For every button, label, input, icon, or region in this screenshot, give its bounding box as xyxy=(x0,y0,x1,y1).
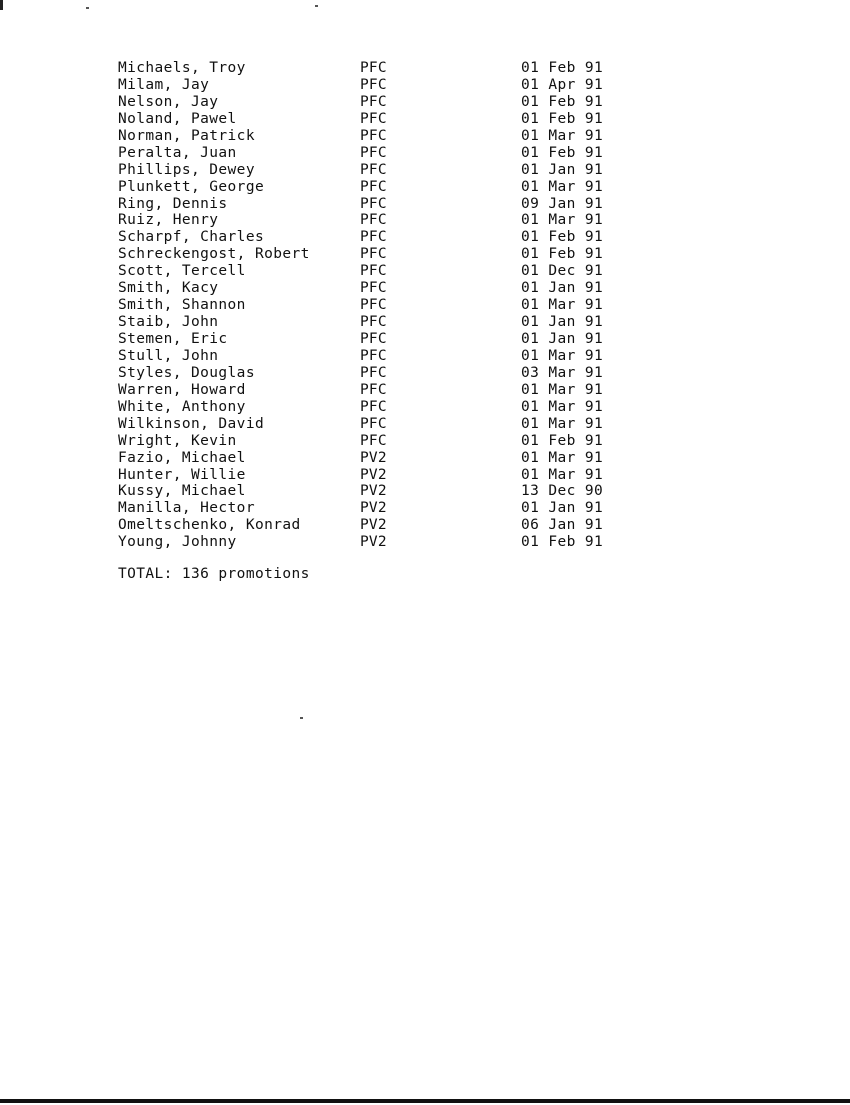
roster-row xyxy=(118,450,638,467)
grade: PFC xyxy=(360,263,387,280)
roster-row xyxy=(118,77,638,94)
roster-row xyxy=(118,416,638,433)
roster-row xyxy=(118,348,638,365)
roster-row xyxy=(118,212,638,229)
grade: PFC xyxy=(360,161,387,178)
grade: PFC xyxy=(360,347,387,364)
soldier-name: White, Anthony xyxy=(118,398,246,415)
grade: PFC xyxy=(360,178,387,195)
page-edge-mark xyxy=(0,0,3,10)
grade: PFC xyxy=(360,93,387,110)
roster-row xyxy=(118,162,638,179)
roster-row xyxy=(118,433,638,450)
grade: PFC xyxy=(360,432,387,449)
soldier-name: Wilkinson, David xyxy=(118,415,265,432)
soldier-name: Styles, Douglas xyxy=(118,364,255,381)
grade: PFC xyxy=(360,60,387,76)
soldier-name: Plunkett, George xyxy=(118,178,265,195)
promotion-date: 01 Feb 91 xyxy=(521,60,604,76)
grade: PFC xyxy=(360,246,387,263)
grade: PFC xyxy=(360,110,387,127)
promotion-date: 01 Feb 91 xyxy=(521,144,604,161)
promotion-date: 01 Feb 91 xyxy=(521,432,604,449)
promotion-date: 01 Mar 91 xyxy=(521,398,604,415)
roster-row xyxy=(118,229,638,246)
grade: PFC xyxy=(360,297,387,314)
grade: PFC xyxy=(360,195,387,212)
promotion-date: 01 Mar 91 xyxy=(521,347,604,364)
grade: PV2 xyxy=(360,466,387,483)
promotion-date: 01 Mar 91 xyxy=(521,415,604,432)
roster-row xyxy=(118,365,638,382)
roster-row xyxy=(118,331,638,348)
roster-row xyxy=(118,263,638,280)
grade: PFC xyxy=(360,280,387,297)
roster-row xyxy=(118,94,638,111)
grade: PFC xyxy=(360,331,387,347)
soldier-name: Scott, Tercell xyxy=(118,263,246,280)
grade: PV2 xyxy=(360,449,387,466)
grade: PFC xyxy=(360,76,387,93)
roster-row xyxy=(118,196,638,213)
soldier-name: Stemen, Eric xyxy=(118,331,228,347)
promotion-date: 06 Jan 91 xyxy=(521,517,604,534)
soldier-name: Manilla, Hector xyxy=(118,500,255,517)
grade: PFC xyxy=(360,212,387,229)
soldier-name: Michaels, Troy xyxy=(118,60,246,76)
roster-row xyxy=(118,483,638,500)
scan-speck xyxy=(300,717,303,719)
grade: PFC xyxy=(360,381,387,398)
roster-row xyxy=(118,382,638,399)
promotion-date: 01 Mar 91 xyxy=(521,381,604,398)
soldier-name: Scharpf, Charles xyxy=(118,229,265,246)
soldier-name: Ring, Dennis xyxy=(118,195,228,212)
grade: PFC xyxy=(360,229,387,246)
roster-row xyxy=(118,111,638,128)
roster-row xyxy=(118,314,638,331)
grade: PFC xyxy=(360,144,387,161)
promotion-date: 01 Feb 91 xyxy=(521,93,604,110)
roster-row xyxy=(118,500,638,517)
grade: PFC xyxy=(360,127,387,144)
soldier-name: Staib, John xyxy=(118,314,219,331)
promotion-date: 01 Mar 91 xyxy=(521,449,604,466)
grade: PFC xyxy=(360,398,387,415)
soldier-name: Young, Johnny xyxy=(118,534,237,551)
soldier-name: Norman, Patrick xyxy=(118,127,255,144)
promotion-date: 01 Jan 91 xyxy=(521,314,604,331)
soldier-name: Nelson, Jay xyxy=(118,93,219,110)
grade: PV2 xyxy=(360,483,387,500)
grade: PFC xyxy=(360,364,387,381)
promotion-date: 09 Jan 91 xyxy=(521,195,604,212)
promotion-roster xyxy=(118,60,638,551)
roster-row xyxy=(118,399,638,416)
promotion-date: 01 Mar 91 xyxy=(521,297,604,314)
soldier-name: Smith, Kacy xyxy=(118,280,219,297)
promotion-date: 01 Jan 91 xyxy=(521,500,604,517)
soldier-name: Schreckengost, Robert xyxy=(118,246,310,263)
soldier-name: Hunter, Willie xyxy=(118,466,246,483)
promotion-date: 01 Feb 91 xyxy=(521,534,604,551)
roster-row xyxy=(118,128,638,145)
soldier-name: Noland, Pawel xyxy=(118,110,237,127)
promotion-date: 01 Jan 91 xyxy=(521,331,604,347)
roster-row xyxy=(118,534,638,551)
roster-row xyxy=(118,60,638,77)
soldier-name: Stull, John xyxy=(118,347,219,364)
soldier-name: Phillips, Dewey xyxy=(118,161,255,178)
grade: PV2 xyxy=(360,517,387,534)
roster-row xyxy=(118,297,638,314)
soldier-name: Omeltschenko, Konrad xyxy=(118,517,301,534)
roster-row xyxy=(118,246,638,263)
bottom-rule xyxy=(0,1099,850,1103)
promotion-date: 01 Mar 91 xyxy=(521,466,604,483)
grade: PV2 xyxy=(360,500,387,517)
grade: PFC xyxy=(360,314,387,331)
roster-row xyxy=(118,517,638,534)
promotion-date: 01 Mar 91 xyxy=(521,178,604,195)
promotion-date: 01 Feb 91 xyxy=(521,229,604,246)
promotion-date: 01 Mar 91 xyxy=(521,212,604,229)
soldier-name: Smith, Shannon xyxy=(118,297,246,314)
promotion-date: 01 Apr 91 xyxy=(521,76,604,93)
soldier-name: Fazio, Michael xyxy=(118,449,246,466)
promotions-total: TOTAL: 136 promotions xyxy=(118,566,310,582)
promotion-date: 01 Mar 91 xyxy=(521,127,604,144)
scan-speck xyxy=(86,7,89,9)
promotion-date: 01 Feb 91 xyxy=(521,246,604,263)
grade: PFC xyxy=(360,415,387,432)
soldier-name: Milam, Jay xyxy=(118,76,210,93)
roster-row xyxy=(118,179,638,196)
soldier-name: Ruiz, Henry xyxy=(118,212,219,229)
promotion-date: 01 Jan 91 xyxy=(521,161,604,178)
grade: PV2 xyxy=(360,534,387,551)
roster-row xyxy=(118,280,638,297)
soldier-name: Peralta, Juan xyxy=(118,144,237,161)
promotion-date: 01 Feb 91 xyxy=(521,110,604,127)
promotion-date: 03 Mar 91 xyxy=(521,364,604,381)
soldier-name: Kussy, Michael xyxy=(118,483,246,500)
soldier-name: Warren, Howard xyxy=(118,381,246,398)
soldier-name: Wright, Kevin xyxy=(118,432,237,449)
scan-speck xyxy=(315,5,318,7)
promotion-date: 01 Dec 91 xyxy=(521,263,604,280)
roster-row xyxy=(118,145,638,162)
promotion-date: 13 Dec 90 xyxy=(521,483,604,500)
roster-row xyxy=(118,467,638,484)
promotion-date: 01 Jan 91 xyxy=(521,280,604,297)
